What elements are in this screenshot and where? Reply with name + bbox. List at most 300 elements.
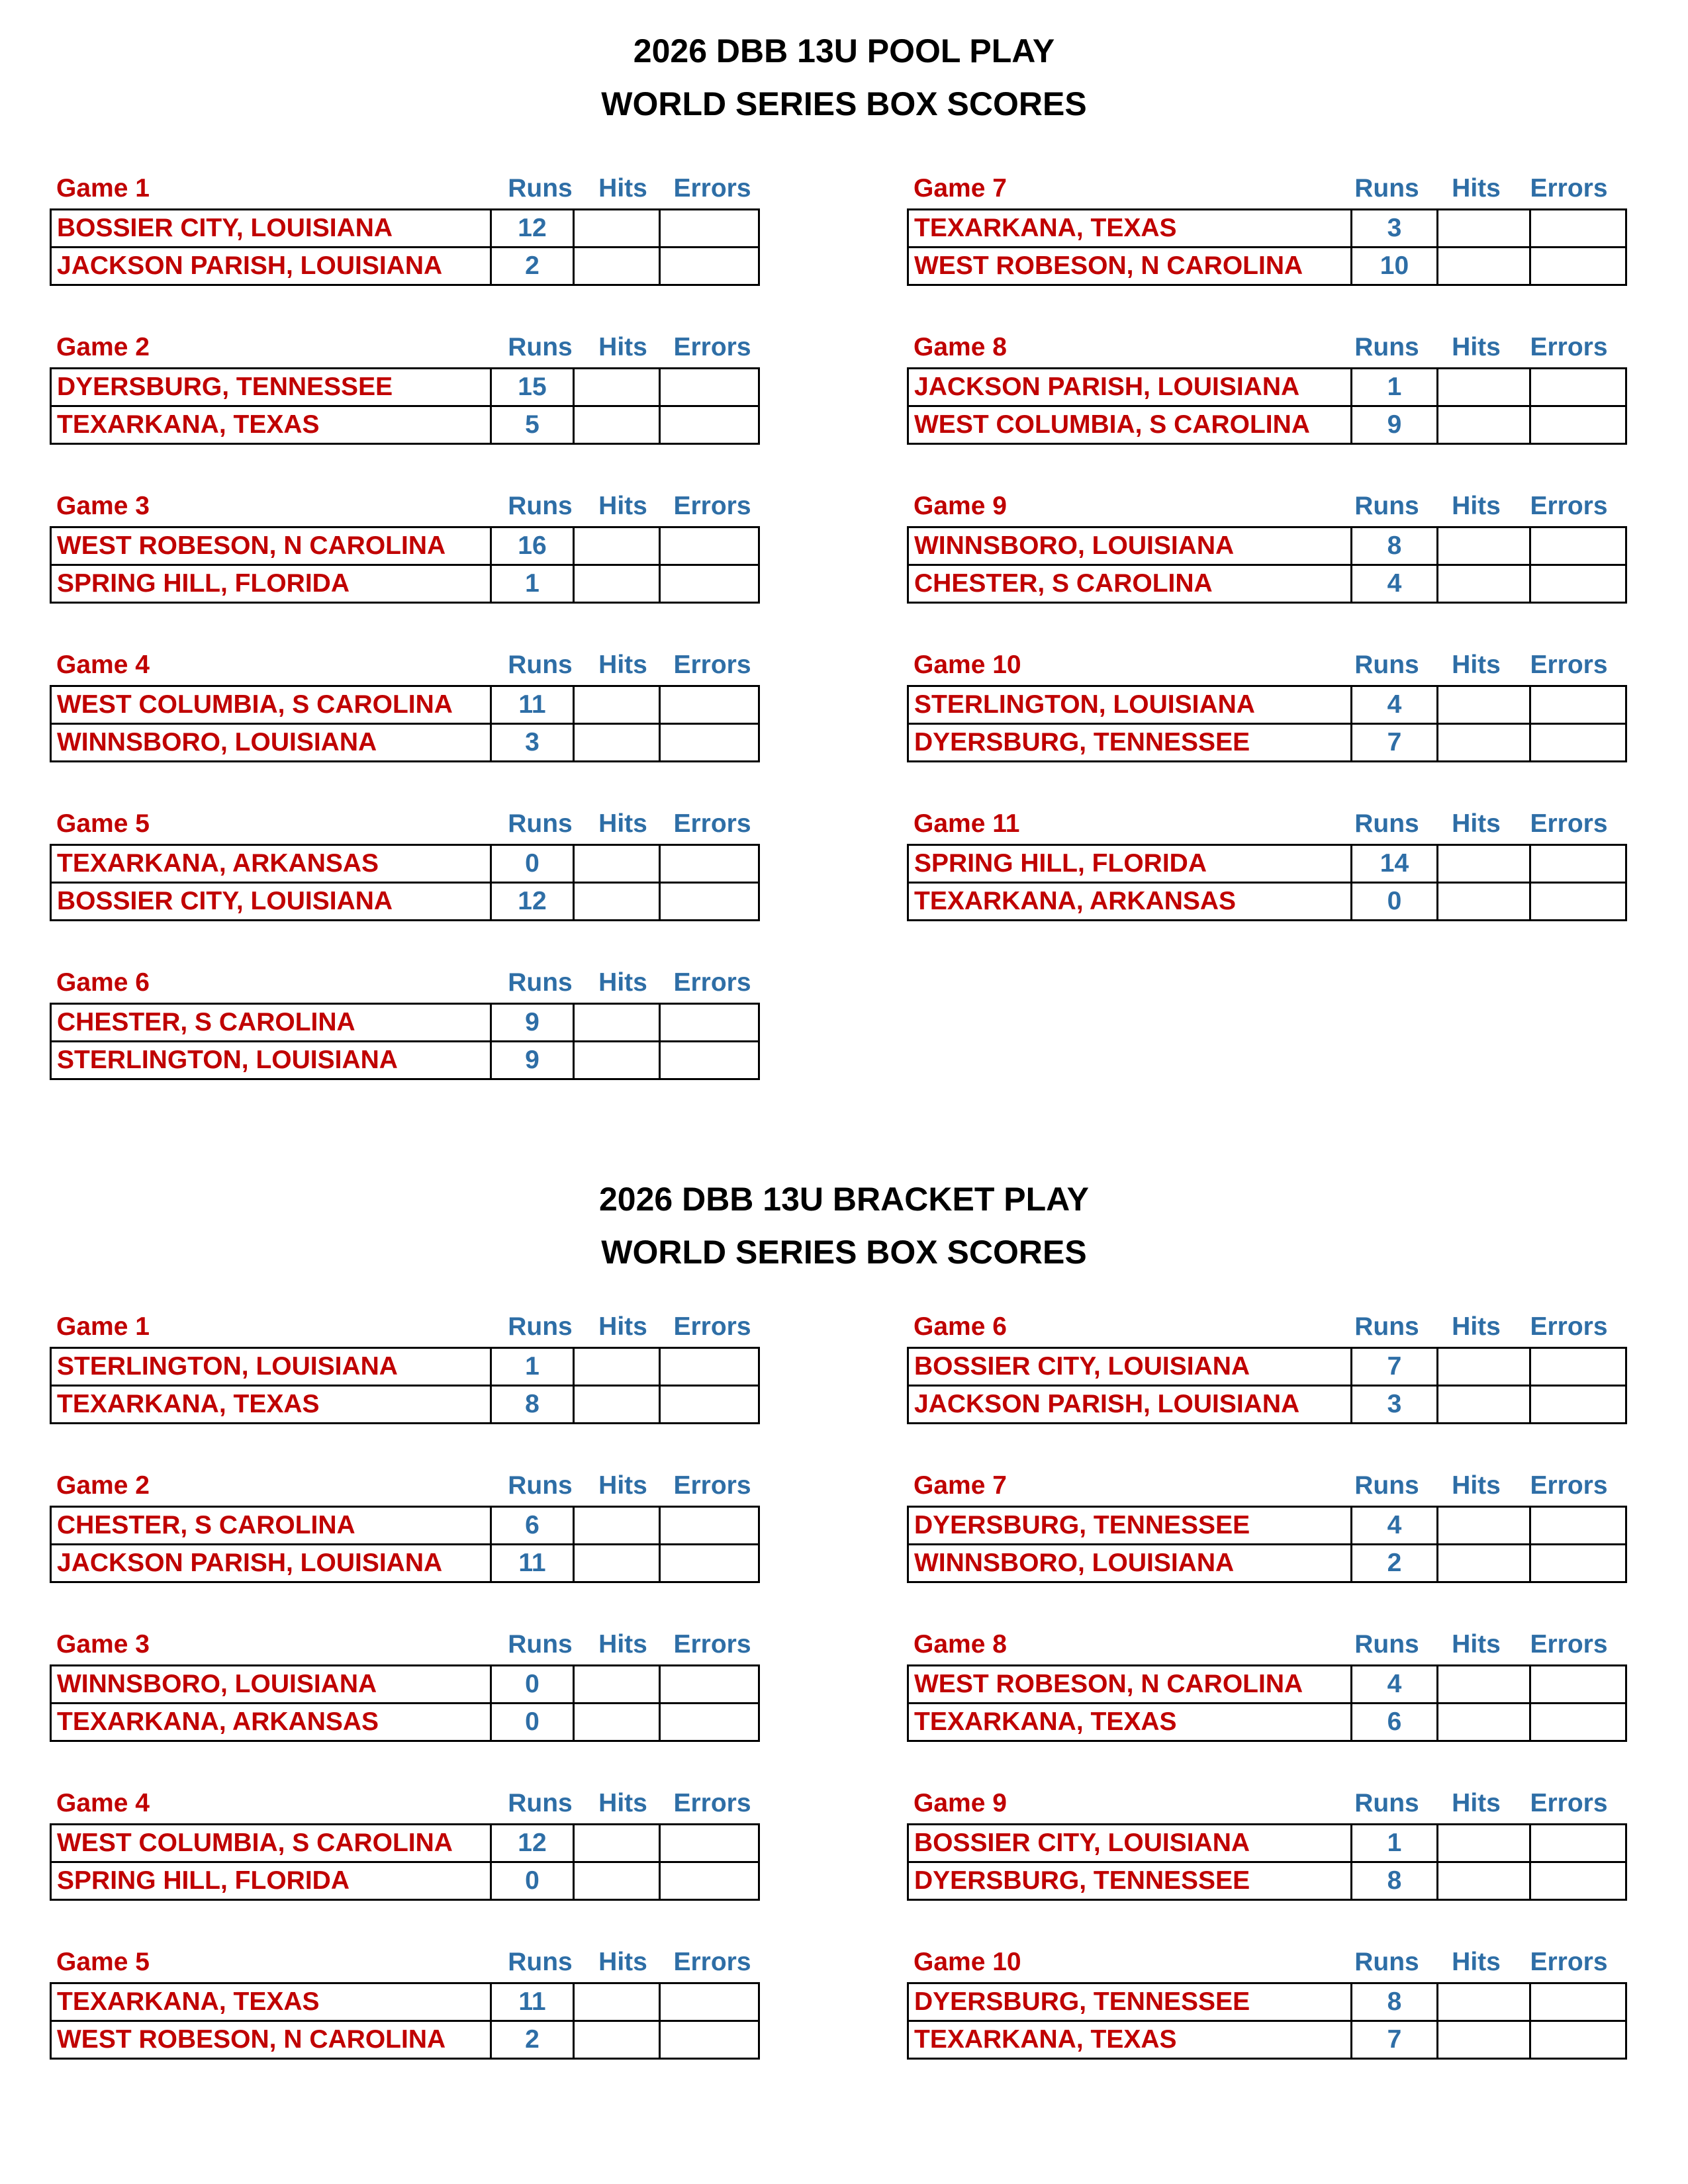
errors-cell: [660, 565, 759, 603]
hits-header: Hits: [1452, 1630, 1501, 1659]
table-row: [908, 1348, 1626, 1386]
team-name: JACKSON PARISH, LOUISIANA: [51, 1545, 491, 1582]
errors-cell: [1530, 2021, 1626, 2059]
errors-cell: [660, 1704, 759, 1741]
errors-cell: [1530, 1507, 1626, 1545]
errors-header: Errors: [1530, 1948, 1608, 1976]
errors-cell: [1530, 1862, 1626, 1900]
runs-cell: 2: [1352, 1545, 1438, 1582]
hits-header: Hits: [1452, 651, 1501, 679]
runs-cell: 9: [491, 1042, 574, 1079]
box-score-pool-play-game-8: [907, 328, 1625, 445]
hits-header: Hits: [1452, 809, 1501, 838]
runs-cell: 0: [491, 1862, 574, 1900]
team-name: DYERSBURG, TENNESSEE: [51, 369, 491, 406]
errors-cell: [660, 1983, 759, 2021]
game-label: Game 9: [914, 492, 1007, 520]
hits-cell: [1438, 2021, 1530, 2059]
hits-header: Hits: [598, 1789, 647, 1817]
runs-cell: 1: [1352, 369, 1438, 406]
hits-cell: [574, 724, 660, 762]
runs-header: Runs: [1354, 1312, 1419, 1341]
team-name: TEXARKANA, TEXAS: [51, 406, 491, 444]
team-name: DYERSBURG, TENNESSEE: [908, 724, 1352, 762]
table-row: [51, 1704, 759, 1741]
runs-cell: 6: [1352, 1704, 1438, 1741]
team-name: TEXARKANA, TEXAS: [908, 210, 1352, 248]
hits-header: Hits: [598, 809, 647, 838]
hits-cell: [1438, 883, 1530, 921]
team-name: WEST COLUMBIA, S CAROLINA: [51, 1825, 491, 1862]
team-name: TEXARKANA, ARKANSAS: [51, 1704, 491, 1741]
game-header: [50, 1307, 758, 1347]
table-row: [908, 1545, 1626, 1582]
table-row: [908, 406, 1626, 444]
score-table: [50, 208, 760, 286]
errors-header: Errors: [673, 333, 751, 361]
errors-cell: [1530, 686, 1626, 724]
hits-cell: [574, 406, 660, 444]
box-score-bracket-play-game-2: [50, 1466, 758, 1583]
team-name: WEST ROBESON, N CAROLINA: [51, 527, 491, 565]
team-name: BOSSIER CITY, LOUISIANA: [51, 883, 491, 921]
game-label: Game 4: [56, 1789, 150, 1817]
table-row: [51, 1042, 759, 1079]
table-row: [908, 1825, 1626, 1862]
hits-header: Hits: [1452, 333, 1501, 361]
hits-cell: [574, 1042, 660, 1079]
team-name: BOSSIER CITY, LOUISIANA: [908, 1825, 1352, 1862]
box-score-pool-play-game-2: [50, 328, 758, 445]
errors-cell: [660, 527, 759, 565]
runs-cell: 6: [491, 1507, 574, 1545]
hits-cell: [574, 527, 660, 565]
errors-cell: [660, 2021, 759, 2059]
table-row: [908, 2021, 1626, 2059]
runs-header: Runs: [508, 1789, 573, 1817]
errors-header: Errors: [1530, 1312, 1608, 1341]
runs-header: Runs: [508, 1471, 573, 1500]
runs-cell: 12: [491, 883, 574, 921]
runs-cell: 3: [491, 724, 574, 762]
table-row: [908, 369, 1626, 406]
errors-cell: [1530, 845, 1626, 883]
runs-header: Runs: [508, 174, 573, 203]
errors-cell: [1530, 1704, 1626, 1741]
team-name: WEST COLUMBIA, S CAROLINA: [51, 686, 491, 724]
runs-cell: 14: [1352, 845, 1438, 883]
runs-cell: 16: [491, 527, 574, 565]
errors-header: Errors: [673, 1789, 751, 1817]
box-score-pool-play-game-11: [907, 804, 1625, 921]
table-row: [908, 845, 1626, 883]
table-row: [51, 1825, 759, 1862]
runs-header: Runs: [508, 333, 573, 361]
errors-header: Errors: [673, 968, 751, 997]
errors-cell: [660, 248, 759, 285]
errors-cell: [660, 1386, 759, 1424]
game-label: Game 4: [56, 651, 150, 679]
errors-cell: [1530, 565, 1626, 603]
table-row: [51, 1862, 759, 1900]
errors-header: Errors: [1530, 333, 1608, 361]
hits-cell: [574, 1704, 660, 1741]
game-label: Game 7: [914, 1471, 1007, 1500]
hits-cell: [574, 2021, 660, 2059]
errors-cell: [660, 845, 759, 883]
errors-cell: [660, 369, 759, 406]
hits-cell: [1438, 845, 1530, 883]
runs-header: Runs: [1354, 651, 1419, 679]
runs-header: Runs: [1354, 1948, 1419, 1976]
score-table: [50, 367, 760, 445]
score-table: [907, 685, 1627, 762]
runs-cell: 11: [491, 1545, 574, 1582]
runs-header: Runs: [1354, 1630, 1419, 1659]
score-table: [50, 844, 760, 921]
errors-cell: [660, 1545, 759, 1582]
score-table: [50, 685, 760, 762]
game-label: Game 7: [914, 174, 1007, 203]
hits-header: Hits: [598, 1630, 647, 1659]
table-row: [908, 686, 1626, 724]
hits-cell: [1438, 686, 1530, 724]
score-table: [907, 208, 1627, 286]
runs-cell: 4: [1352, 686, 1438, 724]
errors-cell: [660, 210, 759, 248]
team-name: SPRING HILL, FLORIDA: [51, 1862, 491, 1900]
game-header: [50, 1942, 758, 1982]
team-name: WINNSBORO, LOUISIANA: [51, 1666, 491, 1704]
hits-cell: [574, 845, 660, 883]
game-label: Game 8: [914, 1630, 1007, 1659]
game-label: Game 10: [914, 651, 1021, 679]
errors-cell: [1530, 1983, 1626, 2021]
errors-cell: [660, 1042, 759, 1079]
game-header: [907, 1625, 1625, 1664]
hits-cell: [574, 1666, 660, 1704]
game-label: Game 3: [56, 1630, 150, 1659]
hits-cell: [574, 1825, 660, 1862]
errors-header: Errors: [1530, 651, 1608, 679]
hits-cell: [1438, 1704, 1530, 1741]
table-row: [51, 369, 759, 406]
hits-cell: [1438, 406, 1530, 444]
runs-header: Runs: [508, 809, 573, 838]
team-name: WEST ROBESON, N CAROLINA: [908, 1666, 1352, 1704]
table-row: [908, 1386, 1626, 1424]
runs-header: Runs: [1354, 1471, 1419, 1500]
team-name: WINNSBORO, LOUISIANA: [51, 724, 491, 762]
errors-cell: [1530, 210, 1626, 248]
box-score-bracket-play-game-9: [907, 1784, 1625, 1901]
box-score-bracket-play-game-8: [907, 1625, 1625, 1742]
score-table: [50, 1664, 760, 1742]
hits-header: Hits: [1452, 1789, 1501, 1817]
game-label: Game 9: [914, 1789, 1007, 1817]
team-name: WINNSBORO, LOUISIANA: [908, 527, 1352, 565]
hits-header: Hits: [598, 651, 647, 679]
game-label: Game 11: [914, 809, 1020, 838]
runs-header: Runs: [1354, 809, 1419, 838]
errors-cell: [1530, 883, 1626, 921]
errors-cell: [660, 686, 759, 724]
hits-cell: [574, 369, 660, 406]
game-header: [50, 804, 758, 844]
table-row: [51, 2021, 759, 2059]
hits-cell: [574, 1545, 660, 1582]
score-table: [907, 1823, 1627, 1901]
table-row: [51, 210, 759, 248]
table-row: [51, 1983, 759, 2021]
errors-cell: [660, 724, 759, 762]
box-score-pool-play-game-6: [50, 963, 758, 1080]
team-name: TEXARKANA, ARKANSAS: [51, 845, 491, 883]
pool-title-line2: WORLD SERIES BOX SCORES: [601, 85, 1087, 122]
team-name: DYERSBURG, TENNESSEE: [908, 1507, 1352, 1545]
score-table: [50, 1506, 760, 1583]
game-header: [50, 1625, 758, 1664]
team-name: CHESTER, S CAROLINA: [51, 1004, 491, 1042]
score-table: [50, 526, 760, 604]
table-row: [908, 1704, 1626, 1741]
game-header: [907, 1307, 1625, 1347]
team-name: TEXARKANA, TEXAS: [908, 2021, 1352, 2059]
errors-header: Errors: [1530, 1789, 1608, 1817]
errors-header: Errors: [673, 174, 751, 203]
score-table: [907, 1664, 1627, 1742]
score-table: [50, 1823, 760, 1901]
team-name: TEXARKANA, ARKANSAS: [908, 883, 1352, 921]
team-name: BOSSIER CITY, LOUISIANA: [908, 1348, 1352, 1386]
game-header: [907, 1942, 1625, 1982]
errors-cell: [1530, 1666, 1626, 1704]
team-name: BOSSIER CITY, LOUISIANA: [51, 210, 491, 248]
table-row: [51, 686, 759, 724]
errors-header: Errors: [673, 1948, 751, 1976]
table-row: [51, 248, 759, 285]
errors-cell: [1530, 369, 1626, 406]
game-label: Game 5: [56, 1948, 150, 1976]
runs-header: Runs: [508, 1630, 573, 1659]
errors-header: Errors: [1530, 809, 1608, 838]
table-row: [908, 1507, 1626, 1545]
runs-cell: 3: [1352, 1386, 1438, 1424]
game-label: Game 6: [914, 1312, 1007, 1341]
runs-cell: 12: [491, 1825, 574, 1862]
box-score-bracket-play-game-1: [50, 1307, 758, 1424]
game-header: [907, 328, 1625, 367]
runs-cell: 9: [1352, 406, 1438, 444]
game-header: [907, 169, 1625, 208]
runs-cell: 5: [491, 406, 574, 444]
hits-header: Hits: [598, 492, 647, 520]
runs-cell: 8: [1352, 1862, 1438, 1900]
score-table: [907, 1347, 1627, 1424]
table-row: [908, 1983, 1626, 2021]
box-score-pool-play-game-3: [50, 486, 758, 604]
errors-header: Errors: [1530, 492, 1608, 520]
game-header: [50, 963, 758, 1003]
runs-header: Runs: [508, 651, 573, 679]
errors-cell: [660, 1862, 759, 1900]
errors-cell: [660, 1507, 759, 1545]
runs-cell: 15: [491, 369, 574, 406]
score-table: [50, 1003, 760, 1080]
bracket-title-line1: 2026 DBB 13U BRACKET PLAY: [598, 1181, 1090, 1218]
game-label: Game 3: [56, 492, 150, 520]
errors-cell: [1530, 1386, 1626, 1424]
errors-cell: [660, 1348, 759, 1386]
box-score-pool-play-game-4: [50, 645, 758, 762]
hits-header: Hits: [1452, 492, 1501, 520]
table-row: [908, 1862, 1626, 1900]
team-name: CHESTER, S CAROLINA: [51, 1507, 491, 1545]
runs-cell: 10: [1352, 248, 1438, 285]
team-name: SPRING HILL, FLORIDA: [51, 565, 491, 603]
errors-cell: [1530, 527, 1626, 565]
game-label: Game 10: [914, 1948, 1021, 1976]
hits-cell: [574, 210, 660, 248]
hits-cell: [574, 248, 660, 285]
hits-cell: [574, 1386, 660, 1424]
runs-cell: 1: [491, 1348, 574, 1386]
errors-header: Errors: [673, 1471, 751, 1500]
score-table: [907, 367, 1627, 445]
hits-cell: [574, 565, 660, 603]
runs-cell: 0: [491, 845, 574, 883]
game-label: Game 8: [914, 333, 1007, 361]
runs-cell: 1: [491, 565, 574, 603]
hits-cell: [1438, 1666, 1530, 1704]
runs-cell: 8: [491, 1386, 574, 1424]
hits-cell: [574, 1862, 660, 1900]
game-header: [50, 1784, 758, 1823]
team-name: CHESTER, S CAROLINA: [908, 565, 1352, 603]
runs-cell: 11: [491, 686, 574, 724]
runs-header: Runs: [1354, 1789, 1419, 1817]
score-table: [50, 1982, 760, 2060]
box-score-bracket-play-game-10: [907, 1942, 1625, 2060]
team-name: TEXARKANA, TEXAS: [51, 1983, 491, 2021]
hits-cell: [574, 1004, 660, 1042]
errors-header: Errors: [673, 651, 751, 679]
score-table: [907, 1982, 1627, 2060]
runs-cell: 8: [1352, 527, 1438, 565]
errors-header: Errors: [673, 1312, 751, 1341]
team-name: SPRING HILL, FLORIDA: [908, 845, 1352, 883]
hits-cell: [574, 686, 660, 724]
errors-cell: [1530, 248, 1626, 285]
hits-header: Hits: [1452, 174, 1501, 203]
table-row: [908, 527, 1626, 565]
score-table: [50, 1347, 760, 1424]
game-label: Game 1: [56, 1312, 150, 1341]
errors-header: Errors: [1530, 174, 1608, 203]
box-score-bracket-play-game-3: [50, 1625, 758, 1742]
game-label: Game 2: [56, 1471, 150, 1500]
score-table: [907, 1506, 1627, 1583]
team-name: TEXARKANA, TEXAS: [908, 1704, 1352, 1741]
team-name: TEXARKANA, TEXAS: [51, 1386, 491, 1424]
box-score-pool-play-game-1: [50, 169, 758, 286]
hits-cell: [574, 1507, 660, 1545]
runs-header: Runs: [1354, 174, 1419, 203]
hits-cell: [1438, 1862, 1530, 1900]
runs-cell: 0: [491, 1704, 574, 1741]
box-score-bracket-play-game-7: [907, 1466, 1625, 1583]
errors-cell: [660, 406, 759, 444]
hits-header: Hits: [598, 1471, 647, 1500]
table-row: [51, 406, 759, 444]
runs-cell: 12: [491, 210, 574, 248]
errors-cell: [1530, 724, 1626, 762]
hits-cell: [1438, 1386, 1530, 1424]
table-row: [908, 883, 1626, 921]
game-label: Game 2: [56, 333, 150, 361]
hits-header: Hits: [598, 968, 647, 997]
table-row: [51, 724, 759, 762]
hits-cell: [1438, 527, 1530, 565]
hits-cell: [1438, 724, 1530, 762]
hits-cell: [574, 883, 660, 921]
hits-cell: [1438, 248, 1530, 285]
runs-cell: 7: [1352, 2021, 1438, 2059]
hits-header: Hits: [1452, 1312, 1501, 1341]
table-row: [51, 565, 759, 603]
runs-cell: 9: [491, 1004, 574, 1042]
hits-cell: [1438, 369, 1530, 406]
hits-header: Hits: [598, 1312, 647, 1341]
hits-cell: [1438, 565, 1530, 603]
runs-cell: 8: [1352, 1983, 1438, 2021]
pool-title-line1: 2026 DBB 13U POOL PLAY: [633, 32, 1055, 69]
team-name: STERLINGTON, LOUISIANA: [908, 686, 1352, 724]
box-score-bracket-play-game-5: [50, 1942, 758, 2060]
errors-cell: [660, 1666, 759, 1704]
team-name: JACKSON PARISH, LOUISIANA: [908, 369, 1352, 406]
runs-header: Runs: [1354, 333, 1419, 361]
game-header: [50, 645, 758, 685]
box-score-pool-play-game-9: [907, 486, 1625, 604]
runs-cell: 0: [1352, 883, 1438, 921]
box-score-bracket-play-game-4: [50, 1784, 758, 1901]
team-name: WEST ROBESON, N CAROLINA: [908, 248, 1352, 285]
hits-header: Hits: [1452, 1948, 1501, 1976]
hits-cell: [1438, 210, 1530, 248]
errors-cell: [1530, 406, 1626, 444]
runs-header: Runs: [508, 1948, 573, 1976]
runs-cell: 4: [1352, 565, 1438, 603]
runs-cell: 2: [491, 248, 574, 285]
game-header: [50, 169, 758, 208]
table-row: [51, 1004, 759, 1042]
table-row: [908, 1666, 1626, 1704]
team-name: DYERSBURG, TENNESSEE: [908, 1983, 1352, 2021]
table-row: [51, 1507, 759, 1545]
runs-cell: 7: [1352, 724, 1438, 762]
box-score-pool-play-game-5: [50, 804, 758, 921]
box-score-pool-play-game-7: [907, 169, 1625, 286]
hits-header: Hits: [598, 1948, 647, 1976]
game-header: [50, 328, 758, 367]
box-score-pool-play-game-10: [907, 645, 1625, 762]
game-header: [907, 645, 1625, 685]
team-name: WINNSBORO, LOUISIANA: [908, 1545, 1352, 1582]
runs-header: Runs: [508, 492, 573, 520]
score-table: [907, 526, 1627, 604]
table-row: [51, 845, 759, 883]
